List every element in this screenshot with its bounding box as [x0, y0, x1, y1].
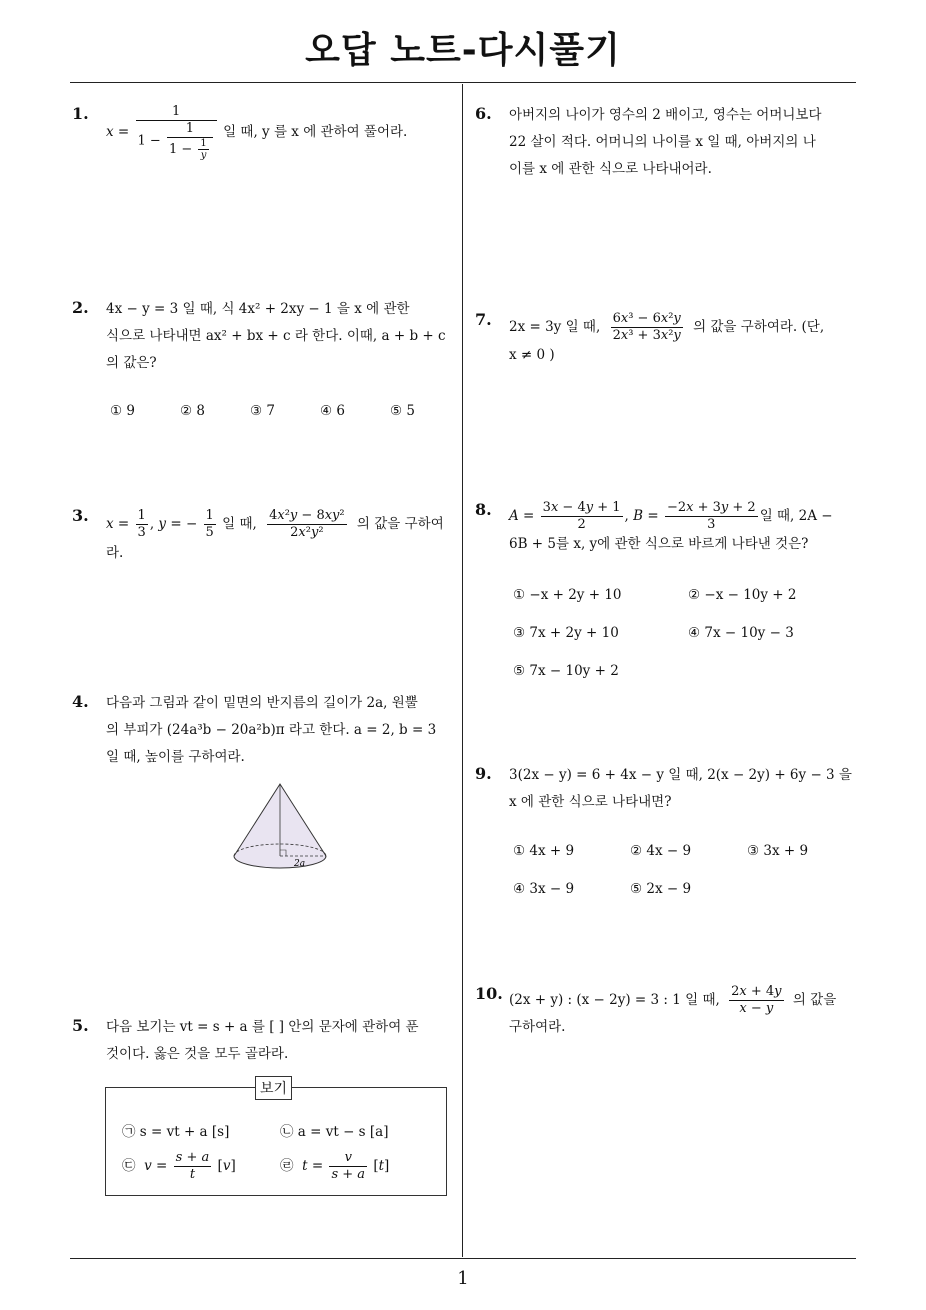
cone-figure	[230, 780, 330, 880]
problem-6-line-1: 아버지의 나이가 영수의 2 배이고, 영수는 어머니보다	[509, 107, 822, 123]
problem-5-line-1: 다음 보기는 vt = s + a 를 [ ] 안의 문자에 관하여 푼	[106, 1019, 419, 1035]
problem-5-line-2: 것이다. 옳은 것을 모두 골라라.	[106, 1046, 289, 1062]
problem-2-line-3: 의 값은?	[106, 355, 157, 371]
choice[interactable]: ② 4x − 9	[630, 843, 692, 859]
problem-8-line-2: 6B + 5를 x, y에 관한 식으로 바르게 나타낸 것은?	[509, 536, 809, 552]
bogi-item-1: ㉠ s = vt + a [s]	[122, 1124, 230, 1140]
problem-10-pre: (2x + y) : (x − 2y) = 3 : 1 일 때,	[509, 992, 720, 1008]
problem-9-line-1: 3(2x − y) = 6 + 4x − y 일 때, 2(x − 2y) + 6y − 3 을	[509, 767, 852, 783]
problem-2-line-1: 4x − y = 3 일 때, 식 4x² + 2xy − 1 을 x 에 관한	[106, 301, 410, 317]
bogi-label: 보기	[255, 1076, 292, 1100]
choice[interactable]: ③ 7	[250, 403, 275, 419]
problem-3-statement: 의 값을 구하여	[356, 516, 444, 532]
problem-1-text: x = 1 1 − 1 1 − $\frac{1}{y}$ 일 때, y 를 x 에 관하여 풀어라.	[106, 104, 408, 161]
column-divider	[462, 84, 463, 1257]
problem-6	[475, 104, 860, 194]
problem-10-line-1: (2x + y) : (x − 2y) = 3 : 1 일 때, $\frac{2x + 4y}{x - y}$ 의 값을	[509, 984, 837, 1016]
choice[interactable]: ① 4x + 9	[513, 843, 575, 859]
nested-fraction: 1 1 − 1 1 − $\frac{1}{y}$	[136, 104, 217, 161]
footer-rule	[70, 1258, 856, 1259]
problem-1	[72, 104, 457, 184]
problem-7-pre: 2x = 3y 일 때,	[509, 319, 601, 335]
problem-number: 7.	[475, 310, 492, 329]
choice[interactable]: ② 8	[180, 403, 205, 419]
problem-2	[72, 298, 457, 428]
problem-number: 9.	[475, 764, 492, 783]
problem-10	[475, 984, 860, 1044]
problem-4-line-1: 다음과 그림과 같이 밑면의 반지름의 길이가 2a, 원뿔	[106, 695, 418, 711]
problem-number: 2.	[72, 298, 89, 317]
problem-4	[72, 692, 457, 892]
problem-2-line-2: 식으로 나타내면 ax² + bx + c 라 한다. 이때, a + b + c	[106, 328, 446, 344]
problem-number: 1.	[72, 104, 89, 123]
page-number: 1	[457, 1268, 469, 1289]
problem-4-line-3: 일 때, 높이를 구하여라.	[106, 749, 245, 765]
problem-6-line-2: 22 살이 적다. 어머니의 나이를 x 일 때, 아버지의 나	[509, 134, 816, 150]
choice[interactable]: ⑤ 2x − 9	[630, 881, 692, 897]
choice[interactable]: ⑤ 5	[390, 403, 415, 419]
choice[interactable]: ③ 7x + 2y + 10	[513, 625, 619, 641]
problem-7-line-1: 2x = 3y 일 때, $\frac{\text{6x³ − 6x²y}}{\text{2x³ + 3x²y}}$ 의 값을 구하여라. (단,	[509, 311, 825, 343]
problem-8	[475, 500, 860, 690]
choice[interactable]: ② −x − 10y + 2	[688, 587, 797, 603]
problem-8-post: 일 때, 2A −	[759, 508, 833, 524]
problem-2-choices	[110, 398, 450, 425]
bogi-item-3: ㉢ v = $\frac{s + a}{t}$ [v]	[122, 1150, 236, 1182]
problem-number: 3.	[72, 506, 89, 525]
bogi-item-2: ㉡ a = vt − s [a]	[280, 1124, 389, 1140]
problem-number: 5.	[72, 1016, 89, 1035]
problem-9	[475, 764, 860, 904]
problem-3-line-2: 라.	[106, 545, 124, 561]
problem-5	[72, 1016, 457, 1076]
problem-number: 4.	[72, 692, 89, 711]
radius-label: 2a	[294, 859, 306, 869]
choice[interactable]: ① 9	[110, 403, 135, 419]
choice[interactable]: ④ 3x − 9	[513, 881, 575, 897]
choice[interactable]: ① −x + 2y + 10	[513, 587, 622, 603]
header-rule	[70, 82, 856, 83]
problem-4-line-2: 의 부피가 (24a³b − 20a²b)π 라고 한다. a = 2, b = 3	[106, 722, 437, 738]
choice[interactable]: ④ 6	[320, 403, 345, 419]
problem-10-post: 의 값을	[792, 992, 837, 1008]
problem-9-line-2: x 에 관한 식으로 나타내면?	[509, 794, 672, 810]
problem-3-line-1: x = $\frac{1}{3}$ , y = − $\frac{1}{5}$ 일 때, $\frac{\text{4x²y − 8xy²}}{\text{2x²y²}}$ 의 값을 구하여	[106, 508, 444, 540]
choice[interactable]: ④ 7x − 10y − 3	[688, 625, 794, 641]
problem-7	[475, 310, 860, 370]
choice[interactable]: ③ 3x + 9	[747, 843, 809, 859]
choice[interactable]: ⑤ 7x − 10y + 2	[513, 663, 619, 679]
problem-3	[72, 506, 457, 576]
problem-7-post: 의 값을 구하여라. (단,	[693, 319, 825, 335]
problem-number: 10.	[475, 984, 503, 1003]
problem-7-line-2: x ≠ 0 )	[509, 347, 555, 363]
problem-number: 8.	[475, 500, 492, 519]
problem-number: 6.	[475, 104, 492, 123]
problem-1-statement: 일 때, y 를 x 에 관하여 풀어라.	[223, 124, 408, 140]
bogi-item-4: ㉣ t = $\frac{v}{s + a}$ [t]	[280, 1150, 390, 1182]
problem-8-line-1: A = $\frac{3x - 4y + 1}{2}$ , B = $\frac{-2x + 3y + 2}{3}$ 일 때, 2A −	[509, 500, 833, 532]
problem-10-line-2: 구하여라.	[509, 1019, 566, 1035]
page-title: 오답 노트-다시풀기	[305, 30, 621, 71]
problem-6-line-3: 이를 x 에 관한 식으로 나타내어라.	[509, 161, 712, 177]
